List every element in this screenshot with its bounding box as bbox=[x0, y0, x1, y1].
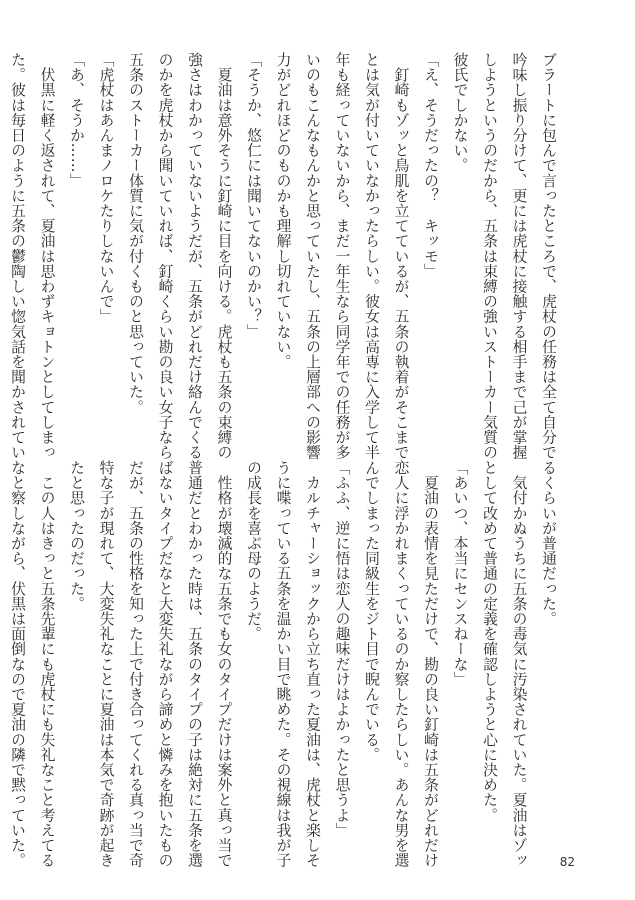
text-line: たと思ったのだった。 bbox=[68, 460, 85, 611]
text-line: 強さはわかっていないようだが、五条がどれだけ絡んでくる bbox=[186, 52, 203, 460]
text-line: ばないタイプだなと大変失礼ながら諦めと憐みを抱いたもの bbox=[156, 460, 174, 868]
text-line bbox=[0, 52, 3, 452]
text-line: なと察しながら、伏黒は面倒なので夏油の隣で黙っていた。 bbox=[9, 460, 26, 868]
text-line: だが、五条の性格を知った上で付き合ってくれる真っ当で奇 bbox=[127, 460, 144, 868]
text-line: 年も経っていないから、まだ一年生なら同学年での任務が多 bbox=[333, 52, 351, 460]
text-line: 吟味し振り分けて、更には虎杖に接触する相手まで己が掌握 bbox=[510, 52, 528, 460]
text-line: カルチャーショックから立ち直った夏油は、虎杖と楽しそ bbox=[304, 460, 321, 868]
text-line: 性格が壊滅的な五条でも女のタイプだけは案外と真っ当で bbox=[215, 460, 233, 868]
text-line: た。彼は毎日のように五条の鬱陶しい惚気話を聞かされてい bbox=[9, 52, 26, 460]
text-line: 彼氏でしかない。 bbox=[451, 52, 469, 173]
text-line: 恋人に浮かれまくっているのか察したらしい。あんな男を選 bbox=[392, 460, 410, 868]
text-line: 特な子が現れて、大変失礼なことに夏油は本気で奇跡が起き bbox=[97, 460, 115, 868]
text-line: 普通だとわかった時は、五条のタイプの子は絶対に五条を選 bbox=[186, 460, 203, 868]
text-line: しようというのだから、五条は束縛の強いストーカー気質の bbox=[481, 52, 498, 460]
text-block-bottom bbox=[9, 460, 563, 868]
text-line: 伏黒に軽く返されて、夏油は思わずキョトンとしてしまっ bbox=[38, 52, 56, 460]
text-line: の成長を喜ぶ母のようだ。 bbox=[245, 460, 262, 642]
text-line: とは気が付いていなかったらしい。彼女は高専に入学して半 bbox=[363, 52, 380, 460]
text-line: 気付かぬうちに五条の毒気に汚染されていた。夏油はゾッ bbox=[510, 460, 528, 868]
text-line bbox=[0, 460, 3, 795]
text-line: いのもこんなもんかと思っていたし、五条の上層部への影響 bbox=[304, 52, 321, 460]
text-line: 「そうか、悠仁には聞いてないのかい？」 bbox=[245, 52, 262, 339]
text-line: 「あ、そうか……」 bbox=[68, 52, 85, 188]
text-line: んでしまった同級生をジト目で睨んでいる。 bbox=[363, 460, 380, 762]
text-line: ブラートに包んで言ったところで、虎杖の任務は全て自分で bbox=[540, 52, 557, 460]
text-line: 「虎杖はあんまノロケたりしないんで」 bbox=[97, 52, 115, 324]
text-line: 夏油の表情を見ただけで、勘の良い釘崎は五条がどれだけ bbox=[422, 460, 439, 868]
text-line: 「え、そうだったの？ キッモ」 bbox=[422, 52, 439, 279]
text-line: うに喋っている五条を温かい目で眺めた。その視線は我が子 bbox=[274, 460, 292, 868]
text-line: 釘崎もゾッと鳥肌を立てているが、五条の執着がそこまで bbox=[392, 52, 410, 460]
text-line: 「あいつ、本当にセンスねーな」 bbox=[451, 460, 469, 687]
text-line: 「ふふ、逆に悟は恋人の趣味だけはよかったと思うよ」 bbox=[333, 460, 351, 838]
text-line: るくらいが普通だった。 bbox=[540, 460, 557, 627]
text-line: として改めて普通の定義を確認しようと心に決めた。 bbox=[481, 460, 498, 823]
page-number: 82 bbox=[559, 855, 575, 869]
text-block-top bbox=[9, 52, 563, 460]
text-line: 夏油は意外そうに釘崎に目を向ける。虎杖も五条の束縛の bbox=[215, 52, 233, 460]
text-line: 五条のストーカー体質に気が付くものと思っていた。 bbox=[127, 52, 144, 415]
text-line: のかを虎杖から聞いていれば、釘崎くらい勘の良い女子なら bbox=[156, 52, 174, 460]
text-line: この人はきっと五条先輩にも虎杖にも失礼なこと考えてる bbox=[38, 460, 56, 868]
text-line: 力がどれほどのものかも理解し切れていない。 bbox=[274, 52, 292, 370]
